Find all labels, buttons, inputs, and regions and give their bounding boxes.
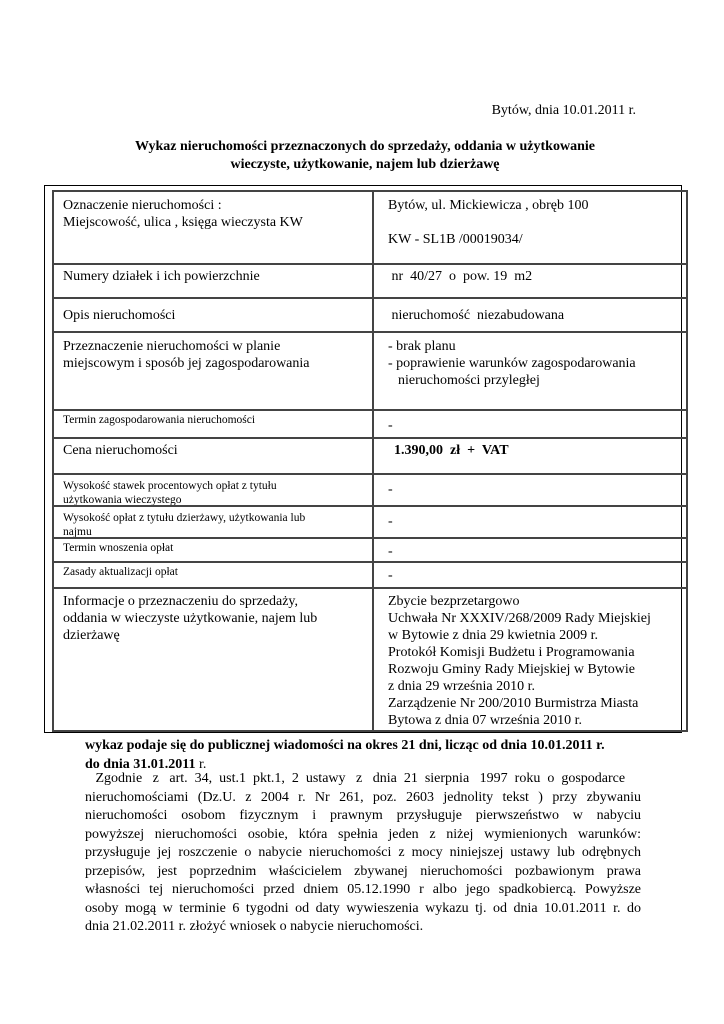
- row-label: Opis nieruchomości: [54, 299, 374, 331]
- row-value-price: 1.390,00 zł + VAT: [394, 443, 509, 458]
- table-row-property-designation: [52, 190, 688, 265]
- row-label: Przeznaczenie nieruchomości w planie miejscowym i sposób jej zagospodarowania: [54, 333, 374, 409]
- title-line: wieczyste, użytkowanie, najem lub dzierżawę: [230, 157, 500, 172]
- row-value: -: [388, 482, 393, 497]
- row-value: -: [388, 418, 393, 433]
- row-label: Zasady aktualizacji opłat: [54, 563, 374, 587]
- table-row-price: [52, 437, 688, 475]
- row-value: nieruchomość niezabudowana: [388, 308, 565, 323]
- row-value: - brak planu - poprawienie warunków zagospodarowania nieruchomości przyległej: [388, 339, 636, 388]
- row-label: Oznaczenie nieruchomości : Miejscowość, ulica , księga wieczysta KW: [54, 192, 374, 263]
- legal-paragraph: Zgodnie z art. 34, ust.1 pkt.1, 2 ustawy z dnia 21 sierpnia 1997 roku o gospodarce nieruchomościami (Dz.U. z 2004 r. Nr 261, poz. 2603 jednolity tekst ) przy zbywaniu nieruchomości osobom fizycznym i prawnym przysługuje pierwszeństwo w nabyciu powyższej nieruchomości osobie, która spełnia jeden z niżej wymienionych warunków: przysługuje jej roszczenie o nabycie nieruchomości z mocy niniejszej ustawy lub odrębnych przepisów, jest poprzednim właścicielem zbywanej nieruchomości pozbawionym prawa własności tej nieruchomości przed dniem 05.12.1990 r albo jego spadkobiercą. Powyższe osoby mogą w terminie 6 tygodni od daty wywieszenia wykazu tj. od dnia 10.01.2011 r. do dnia 21.02.2011 r. złożyć wniosek o nabycie nieruchomości.: [85, 771, 641, 934]
- table-row-property-description: [52, 297, 688, 333]
- row-value: Zbycie bezprzetargowo Uchwała Nr XXXIV/268/2009 Rady Miejskiej w Bytowie z dnia 29 kwietnia 2009 r. Protokół Komisji Budżetu i Programowania Rozwoju Gminy Rady Miejskiej w Bytowie z dnia 29 września 2010 r. Zarządzenie Nr 200/2010 Burmistrza Miasta Bytowa z dnia 07 września 2010 r.: [388, 594, 651, 728]
- title-line: Wykaz nieruchomości przeznaczonych do sprzedaży, oddania w użytkowanie: [135, 139, 595, 154]
- row-label: Wysokość opłat z tytułu dzierżawy, użytkowania lub najmu: [54, 507, 374, 537]
- table-row-fee-update-rules: [52, 561, 688, 589]
- row-label: Informacje o przeznaczeniu do sprzedaży, oddania w wieczyste użytkowanie, najem lub dzierżawę: [54, 589, 374, 730]
- table-row-lease-fees: [52, 505, 688, 539]
- table-row-development-deadline: [52, 409, 688, 439]
- row-value: nr 40/27 o pow. 19 m2: [388, 269, 533, 284]
- table-row-payment-deadline: [52, 537, 688, 563]
- row-value: -: [388, 514, 393, 529]
- table-row-zoning-plan: [52, 331, 688, 411]
- table-row-perpetual-usufruct-rates: [52, 473, 688, 507]
- row-value: -: [388, 568, 393, 583]
- document-title: [70, 138, 660, 174]
- table-row-plot-numbers: [52, 263, 688, 299]
- table-row-disposal-information: [52, 587, 688, 732]
- row-label: Termin wnoszenia opłat: [54, 539, 374, 561]
- row-value: -: [388, 544, 393, 559]
- row-label: Numery działek i ich powierzchnie: [54, 265, 374, 297]
- row-value: Bytów, ul. Mickiewicza , obręb 100 KW - SL1B /00019034/: [388, 198, 589, 247]
- row-label: Cena nieruchomości: [54, 439, 374, 473]
- row-label: Wysokość stawek procentowych opłat z tytułu użytkowania wieczystego: [54, 475, 374, 505]
- document-date: Bytów, dnia 10.01.2011 r.: [491, 103, 636, 118]
- publication-notice: wykaz podaje się do publicznej wiadomości na okres 21 dni, licząc od dnia 10.01.2011 r. do dnia 31.01.2011 r.: [85, 738, 605, 772]
- row-label: Termin zagospodarowania nieruchomości: [54, 411, 374, 437]
